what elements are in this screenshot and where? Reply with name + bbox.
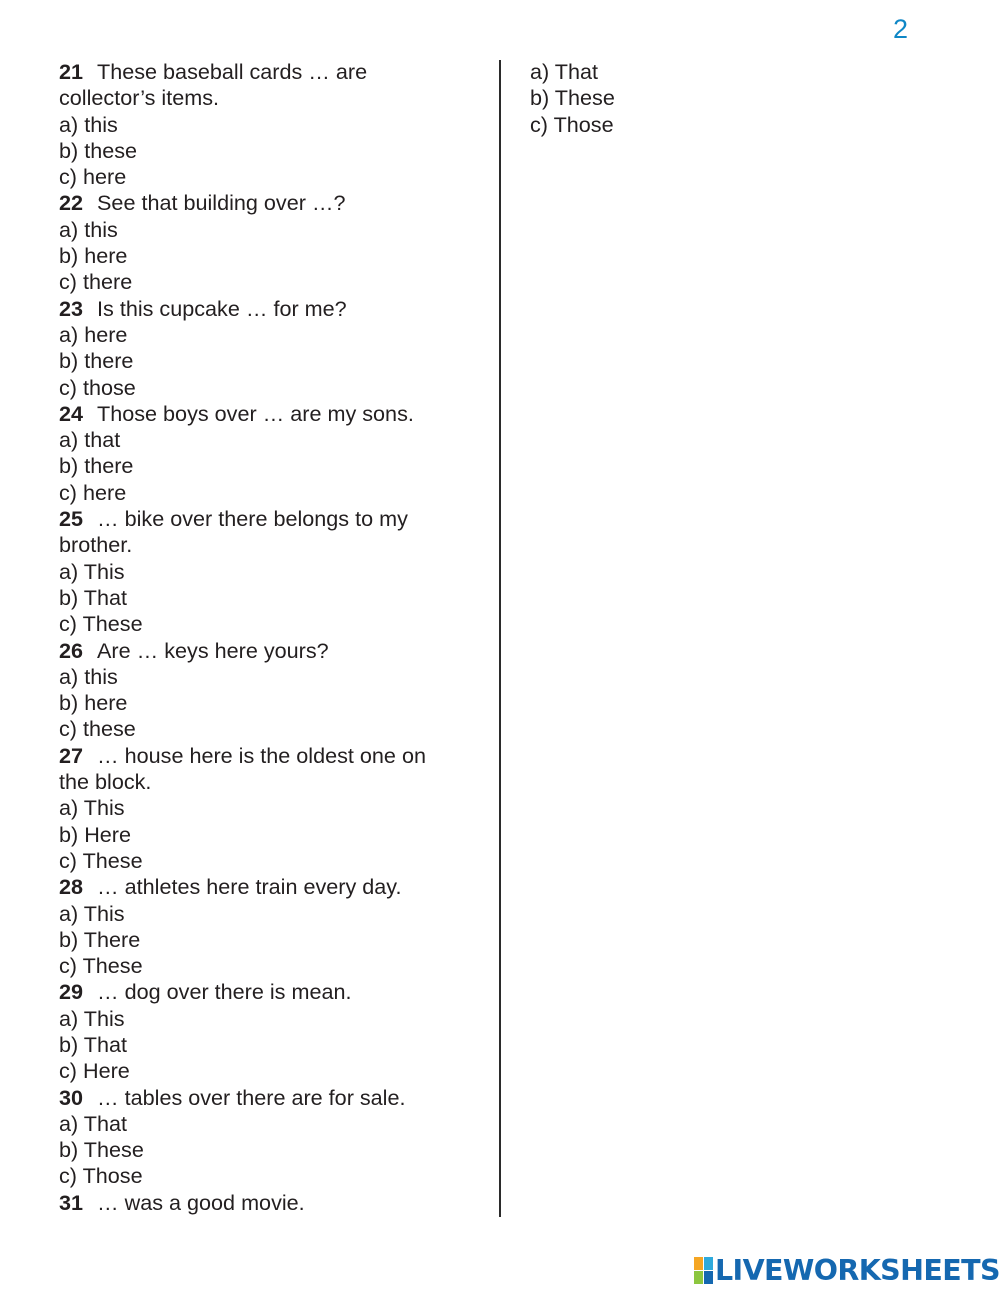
question-item — [59, 401, 479, 506]
answer-option[interactable]: b) here — [59, 690, 128, 716]
question-text: 21 These baseball cards … are — [59, 59, 368, 84]
answer-option[interactable]: c) there — [59, 269, 133, 295]
question-number: 24 — [59, 400, 84, 426]
logo-tile — [694, 1257, 703, 1270]
answer-option[interactable]: a) This — [59, 900, 125, 926]
question-item — [59, 190, 479, 295]
answer-option[interactable]: b) there — [59, 348, 134, 374]
logo-tiles-icon — [694, 1257, 712, 1283]
question-item — [59, 1190, 479, 1216]
question-number: 23 — [59, 295, 84, 321]
answer-option[interactable]: c) those — [59, 374, 136, 400]
question-number: 21 — [59, 59, 84, 84]
answer-option[interactable]: c) These — [59, 847, 143, 873]
question-text-continued: the block. — [59, 769, 152, 795]
question-item — [59, 638, 479, 743]
answer-option[interactable]: a) This — [59, 795, 125, 821]
question-text: 27 … house here is the oldest one on — [59, 742, 426, 768]
questions-column-right — [530, 59, 950, 138]
question-item — [59, 743, 479, 874]
question-item — [59, 506, 479, 637]
question-item — [59, 296, 479, 401]
answer-option[interactable]: a) here — [59, 321, 128, 347]
question-text: 24 Those boys over … are my sons. — [59, 400, 414, 426]
answer-option[interactable]: b) These — [530, 85, 615, 111]
answer-option[interactable]: a) That — [530, 59, 599, 84]
question-item — [59, 874, 479, 979]
answer-option[interactable]: c) These — [59, 953, 143, 979]
logo-text: LIVEWORKSHEETS — [715, 1253, 1000, 1287]
column-divider — [499, 60, 501, 1217]
question-text: 23 Is this cupcake … for me? — [59, 295, 347, 321]
question-number: 27 — [59, 742, 84, 768]
questions-column-left — [59, 59, 479, 1216]
question-text: 28 … athletes here train every day. — [59, 874, 402, 900]
logo-tile — [704, 1271, 713, 1284]
question-text: 31 … was a good movie. — [59, 1189, 305, 1215]
answer-option[interactable]: b) That — [59, 1031, 128, 1057]
answer-option[interactable]: c) here — [59, 479, 127, 505]
question-number: 28 — [59, 874, 84, 900]
page-number: 2 — [893, 14, 909, 44]
answer-option[interactable]: a) This — [59, 1005, 125, 1031]
question-text: 30 … tables over there are for sale. — [59, 1084, 406, 1110]
logo-tile — [704, 1257, 713, 1270]
answer-option[interactable]: b) there — [59, 453, 134, 479]
logo-tile — [694, 1271, 703, 1284]
question-text: 25 … bike over there belongs to my — [59, 506, 408, 532]
question-number: 25 — [59, 506, 84, 532]
liveworksheets-logo[interactable] — [694, 1253, 1000, 1287]
question-text-continued: collector’s items. — [59, 85, 220, 111]
answer-option[interactable]: c) Those — [59, 1163, 143, 1189]
answer-option[interactable]: a) this — [59, 111, 118, 137]
question-text: 26 Are … keys here yours? — [59, 637, 329, 663]
question-item — [59, 1085, 479, 1190]
answer-option[interactable]: b) here — [59, 243, 128, 269]
answer-option[interactable]: c) Here — [59, 1058, 130, 1084]
answer-option[interactable]: c) Those — [530, 111, 614, 137]
question-text: 22 See that building over …? — [59, 190, 346, 216]
answer-option[interactable]: a) This — [59, 558, 125, 584]
question-number: 22 — [59, 190, 84, 216]
answer-option[interactable]: b) There — [59, 926, 141, 952]
answer-option[interactable]: c) these — [59, 716, 136, 742]
question-number: 30 — [59, 1084, 84, 1110]
answer-option[interactable]: a) this — [59, 216, 118, 242]
question-number: 26 — [59, 637, 84, 663]
answer-option[interactable]: a) That — [59, 1110, 128, 1136]
answer-option[interactable]: b) these — [59, 137, 138, 163]
question-number: 31 — [59, 1189, 84, 1215]
answer-option[interactable]: a) that — [59, 427, 121, 453]
question-item — [59, 979, 479, 1084]
answer-option[interactable]: b) That — [59, 584, 128, 610]
question-item — [59, 59, 479, 190]
question-text-continued: brother. — [59, 532, 133, 558]
question-text: 29 … dog over there is mean. — [59, 979, 352, 1005]
question-number: 29 — [59, 979, 84, 1005]
answer-option[interactable]: b) Here — [59, 821, 132, 847]
answer-option[interactable]: c) These — [59, 611, 143, 637]
answer-option[interactable]: a) this — [59, 663, 118, 689]
answer-option[interactable]: c) here — [59, 164, 127, 190]
answer-option[interactable]: b) These — [59, 1137, 144, 1163]
